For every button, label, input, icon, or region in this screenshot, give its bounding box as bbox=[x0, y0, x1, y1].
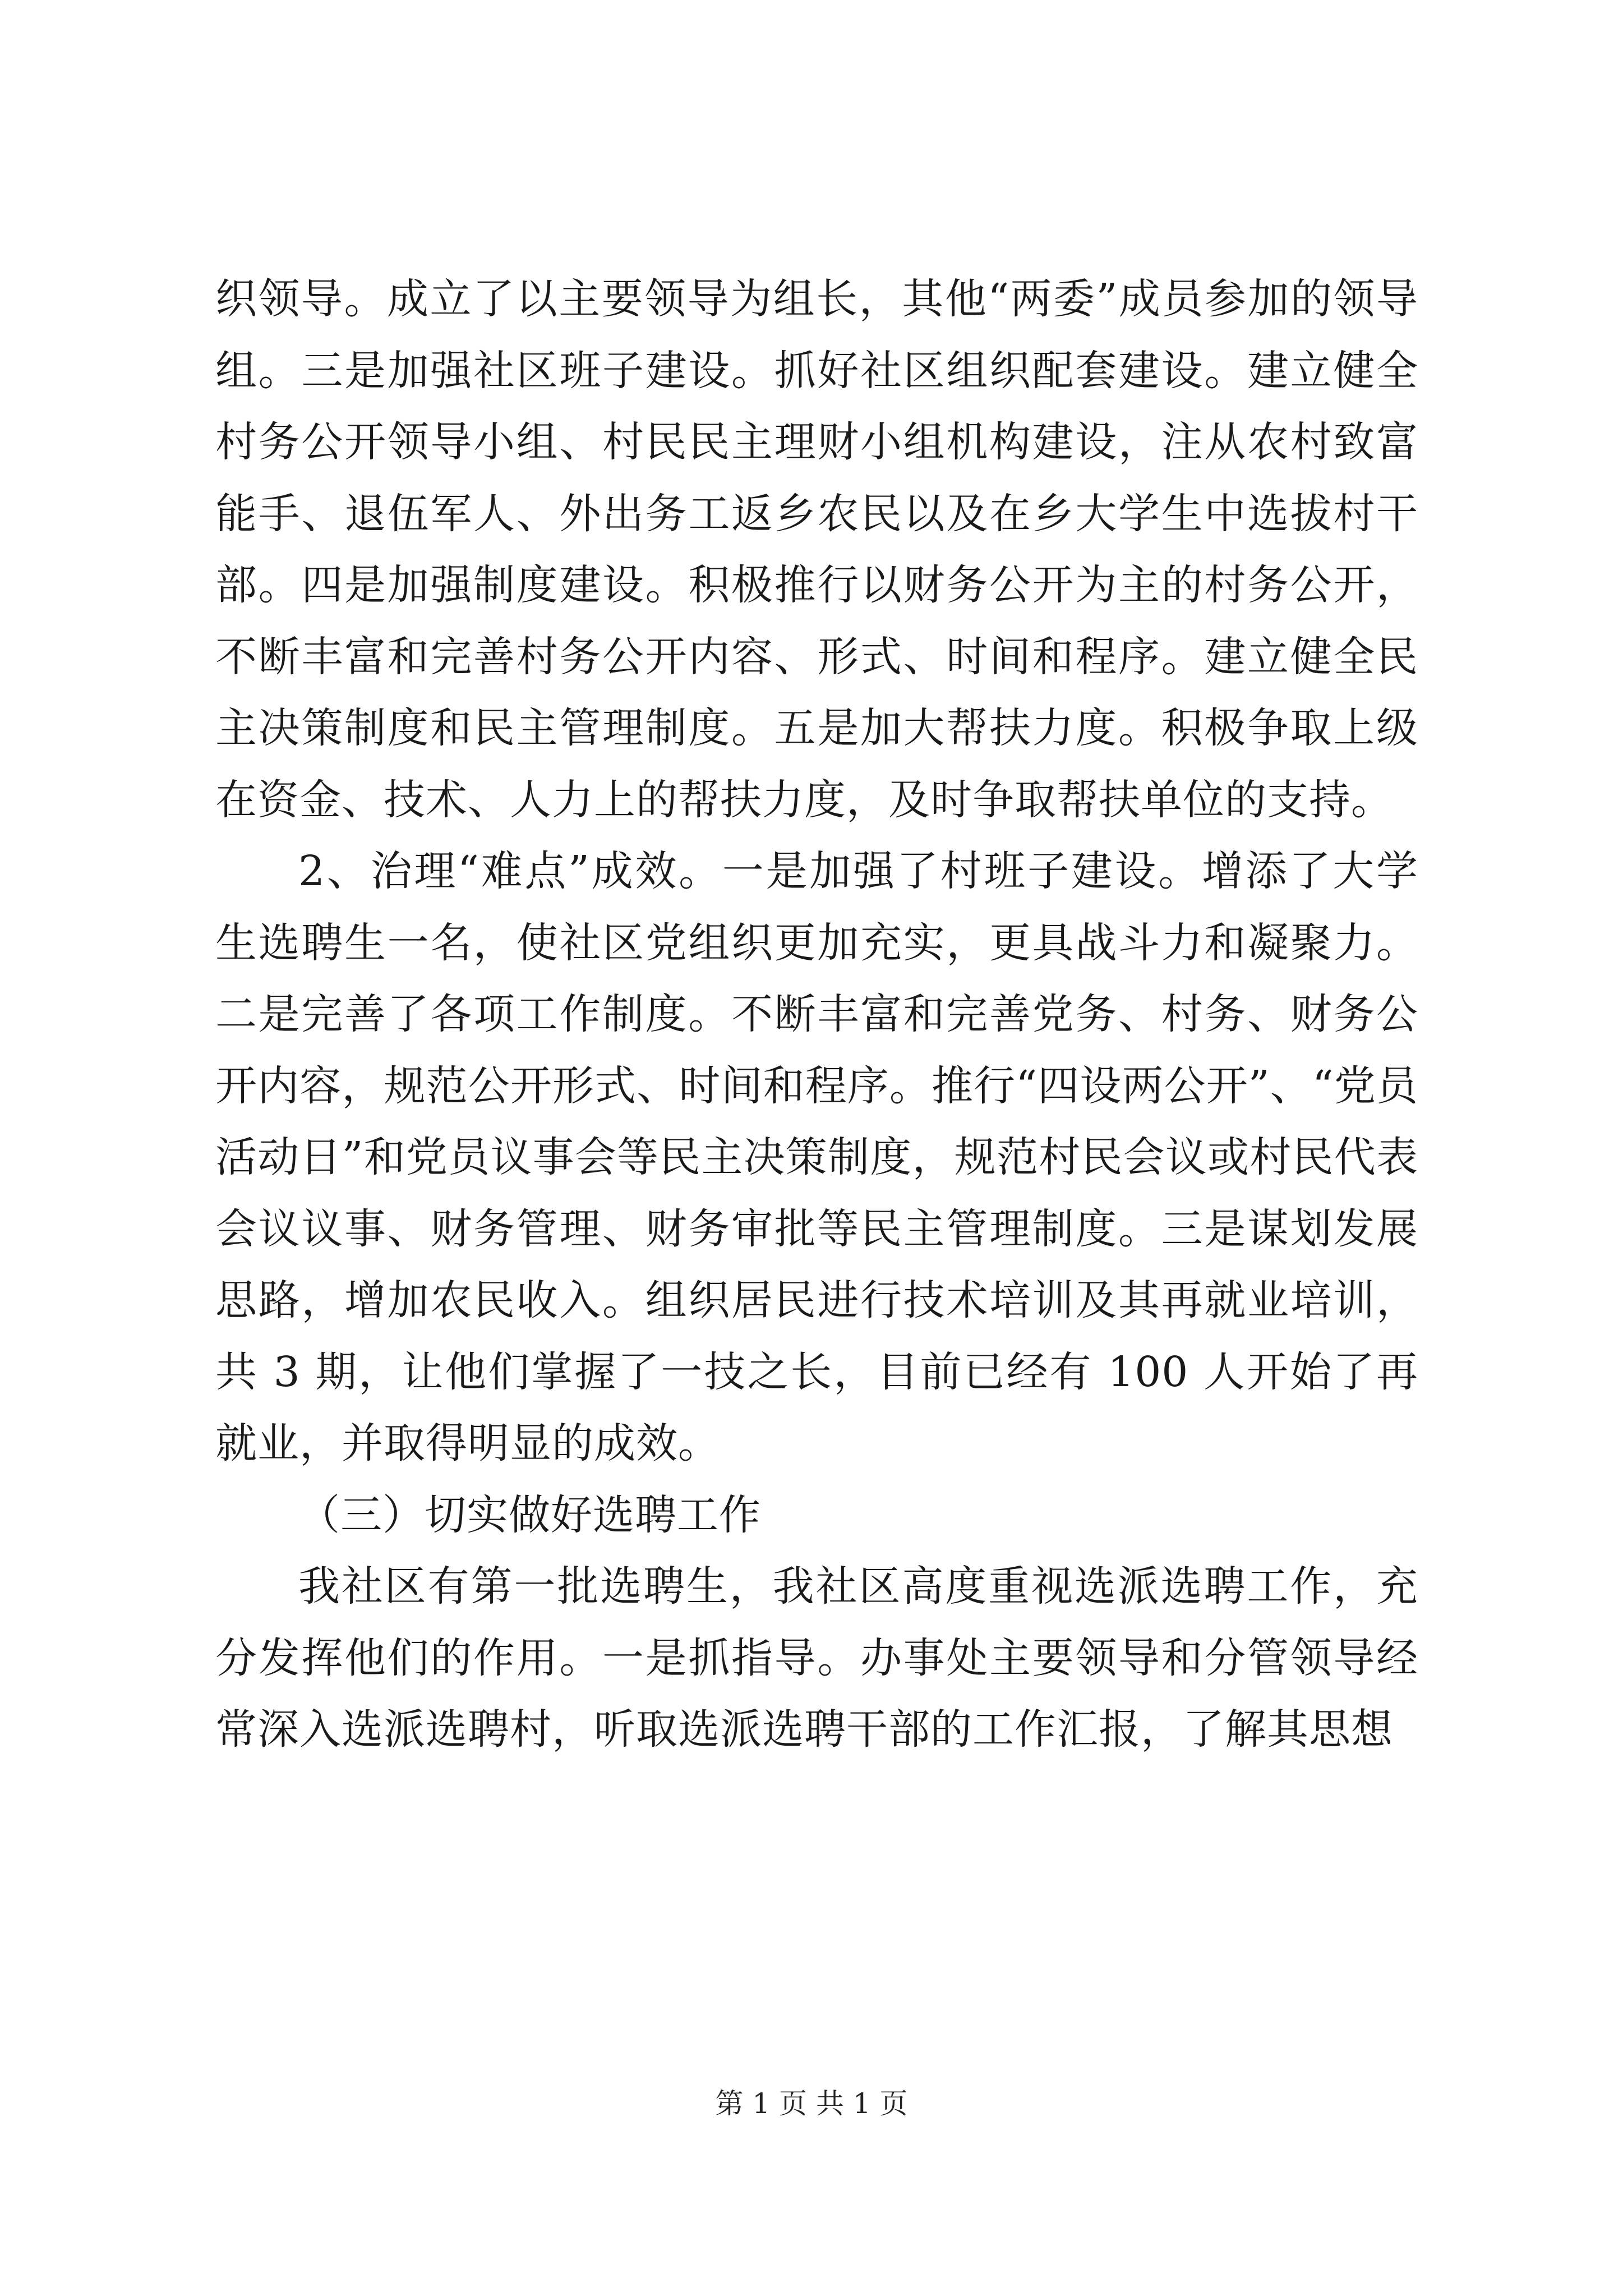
paragraph-2: 2、治理“难点”成效。一是加强了村班子建设。增添了大学生选聘生一名，使社区党组织更加充实，更具战斗力和凝聚力。二是完善了各项工作制度。不断丰富和完善党务、村务、财务公开内容，规范公开形式、时间和程序。推行“四设两公开”、“党员活动日”和党员议事会等民主决策制度，规范村民会议或村民代表会议议事、财务管理、财务审批等民主管理制度。三是谋划发展思路，增加农民收入。组织居民进行技术培训及其再就业培训，共 3 期，让他们掌握了一技之长，目前已经有 100 人开始了再就业，并取得明显的成效。 bbox=[215, 847, 1418, 1467]
page-footer: 第 1 页 共 1 页 bbox=[715, 2087, 908, 2120]
paragraph-1: 织领导。成立了以主要领导为组长，其他“两委”成员参加的领导组。三是加强社区班子建设。抓好社区组织配套建设。建立健全村务公开领导小组、村民民主理财小组机构建设，注从农村致富能手、退伍军人、外出务工返乡农民以及在乡大学生中选拔村干部。四是加强制度建设。积极推行以财务公开为主的村务公开，不断丰富和完善村务公开内容、形式、时间和程序。建立健全民主决策制度和民主管理制度。五是加大帮扶力度。积极争取上级在资金、技术、人力上的帮扶力度，及时争取帮扶单位的支持。 bbox=[215, 275, 1418, 824]
document-body bbox=[215, 264, 1418, 1766]
section-heading: （三）切实做好选聘工作 bbox=[298, 1490, 761, 1539]
paragraph-3: 我社区有第一批选聘生，我社区高度重视选派选聘工作，充分发挥他们的作用。一是抓指导。办事处主要领导和分管领导经常深入选派选聘村，听取选派选聘干部的工作汇报，了解其思想 bbox=[215, 1562, 1418, 1754]
